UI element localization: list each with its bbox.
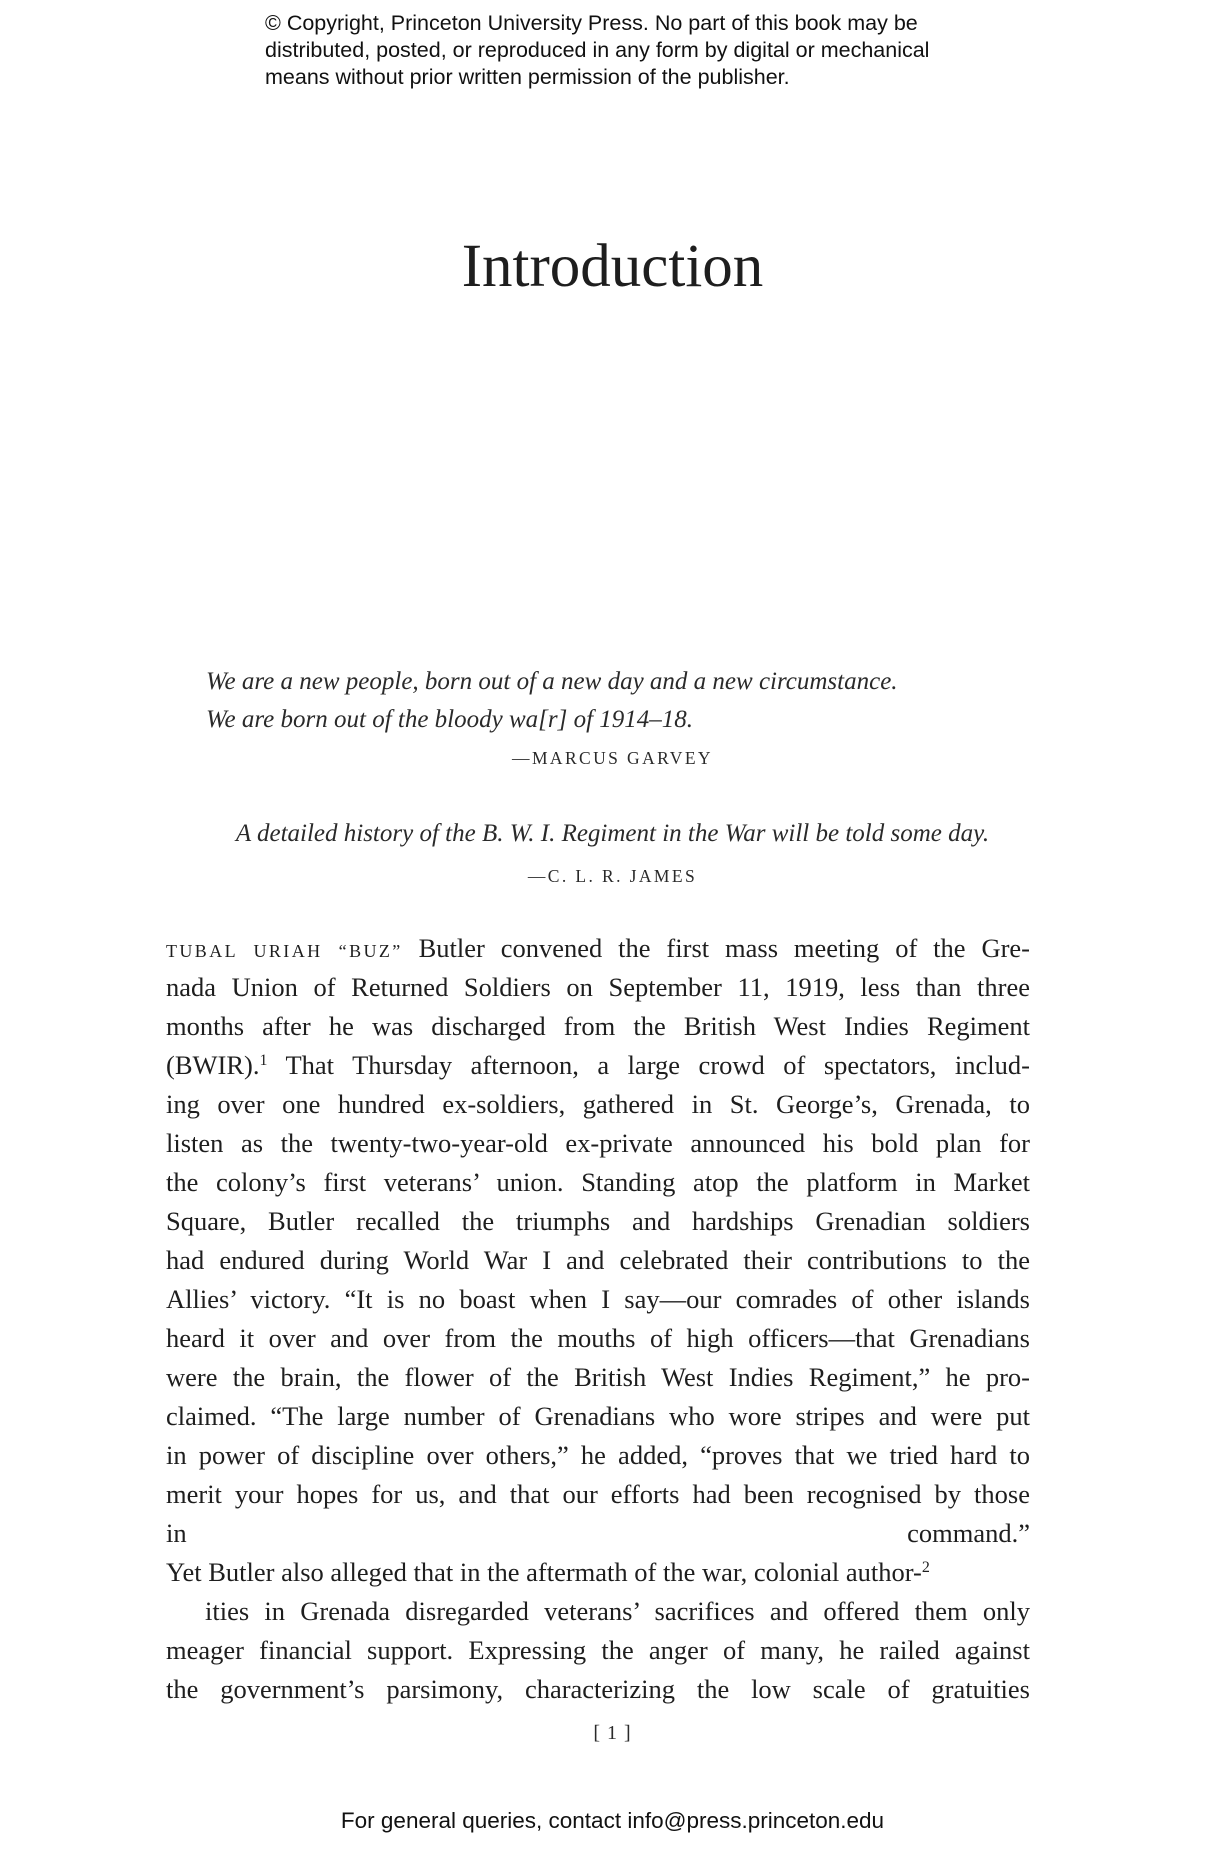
paragraph-line: were the brain, the flower of the British West Indies Regiment,” he pro- xyxy=(166,1362,1030,1392)
epigraph-attribution: —MARCUS GARVEY xyxy=(512,748,713,768)
paragraph-line: (BWIR).$^1$ That Thursday afternoon, a large crowd of spectators, includ- xyxy=(166,1050,1030,1080)
paragraph-line: the colony’s first veterans’ union. Standing atop the platform in Market xyxy=(166,1167,1030,1197)
opening-words: TUBAL URIAH “BUZ” xyxy=(166,941,403,961)
epigraph-attribution: —C. L. R. JAMES xyxy=(527,866,698,886)
paragraph-line: listen as the twenty-two-year-old ex-private announced his bold plan for xyxy=(166,1128,1030,1158)
paragraph-line: Allies’ victory. “It is no boast when I say—our comrades of other islands xyxy=(166,1284,1030,1314)
paragraph-line: merit your hopes for us, and that our efforts had been recognised by those xyxy=(166,1479,1030,1509)
epigraph-line: We are born out of the bloody wa[r] of 1914–18. xyxy=(206,706,694,733)
paragraph-line: ing over one hundred ex-soldiers, gathered in St. George’s, Grenada, to xyxy=(166,1089,1030,1119)
paragraph-line: in command.” xyxy=(166,1518,1030,1548)
epigraph-garvey xyxy=(206,663,898,739)
footer-contact: For general queries, contact info@press.princeton.edu xyxy=(340,1808,885,1833)
paragraph-line: claimed. “The large number of Grenadians who wore stripes and were put xyxy=(166,1401,1030,1431)
paragraph-line: months after he was discharged from the British West Indies Regiment xyxy=(166,1011,1030,1041)
epigraph-line: A detailed history of the B. W. I. Regiment in the War will be told some day. xyxy=(235,820,990,847)
body-text xyxy=(166,929,1030,1748)
paragraph-line: Yet Butler also alleged that in the aftermath of the war, colonial author-$^2$ xyxy=(166,1557,930,1587)
footnote-ref: 1 xyxy=(259,1052,268,1069)
paragraph-line: meager financial support. Expressing the anger of many, he railed against xyxy=(166,1635,1030,1665)
epigraph-james xyxy=(0,815,1225,853)
paragraph-line: ities in Grenada disregarded veterans’ sacrifices and offered them only xyxy=(205,1596,1030,1626)
chapter-title: Introduction xyxy=(461,233,764,300)
copyright-line: distributed, posted, or reproduced in any form by digital or mechanical xyxy=(265,38,930,62)
page-number: [ 1 ] xyxy=(593,1722,632,1744)
footnote-ref: 2 xyxy=(921,1559,930,1576)
paragraph-line: Square, Butler recalled the triumphs and hardships Grenadian soldiers xyxy=(166,1206,1030,1236)
paragraph-line: heard it over and over from the mouths of high officers—that Grenadians xyxy=(166,1323,1030,1353)
paragraph-line: had endured during World War I and celebrated their contributions to the xyxy=(166,1245,1030,1275)
copyright-line: means without prior written permission of the publisher. xyxy=(265,65,790,89)
epigraph-line: We are a new people, born out of a new day and a new circumstance. xyxy=(206,668,898,695)
paragraph-line: TUBAL URIAH “BUZ” Butler convened the first mass meeting of the Gre- xyxy=(166,933,1030,963)
paragraph-line: nada Union of Returned Soldiers on September 11, 1919, less than three xyxy=(166,972,1030,1002)
copyright-notice xyxy=(265,10,1025,91)
paragraph-line: in power of discipline over others,” he added, “proves that we tried hard to xyxy=(166,1440,1030,1470)
paragraph-line: the government’s parsimony, characterizing the low scale of gratuities xyxy=(166,1674,1030,1704)
copyright-line: © Copyright, Princeton University Press. No part of this book may be xyxy=(265,11,918,35)
